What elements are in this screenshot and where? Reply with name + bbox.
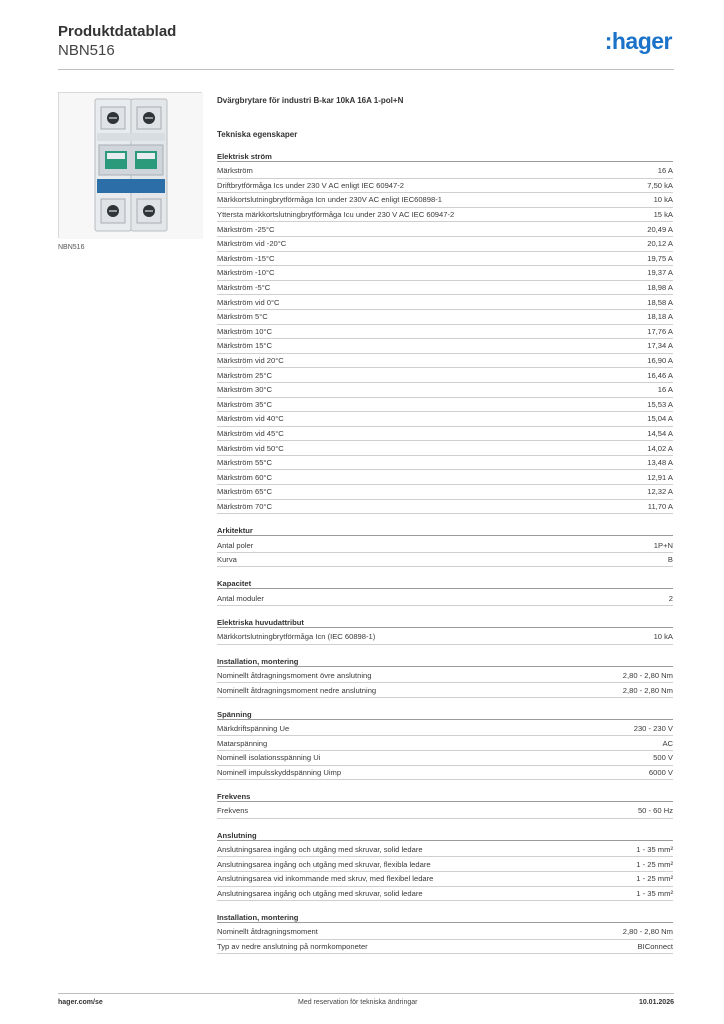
spec-value: 16,90 A	[647, 356, 673, 366]
header-divider	[58, 69, 674, 70]
spec-label: Anslutningsarea ingång och utgång med skruvar, flexibla ledare	[217, 859, 431, 869]
spec-row	[217, 887, 673, 902]
spec-value: 6000 V	[648, 767, 673, 777]
spec-value: 12,32 A	[647, 487, 673, 497]
spec-section	[217, 579, 673, 606]
spec-row	[217, 925, 673, 940]
spec-label: Märkström 60°C	[217, 472, 272, 482]
spec-label: Märkström	[217, 166, 253, 176]
spec-section	[217, 792, 673, 819]
spec-label: Märkström 55°C	[217, 458, 272, 468]
section-title: Anslutning	[217, 831, 673, 841]
spec-label: Anslutningsarea ingång och utgång med skruvar, solid ledare	[217, 845, 423, 855]
disclaimer-text: Med reservation för tekniska ändringar	[298, 999, 418, 1006]
spec-label: Märkström 15°C	[217, 341, 272, 351]
spec-value: 16 A	[657, 166, 673, 176]
spec-section	[217, 657, 673, 698]
spec-label: Märkström vid 20°C	[217, 356, 284, 366]
spec-row	[217, 237, 673, 252]
spec-row	[217, 843, 673, 858]
spec-section	[217, 152, 673, 514]
spec-row	[217, 722, 673, 737]
spec-value: 18,58 A	[647, 297, 673, 307]
spec-row	[217, 208, 673, 223]
spec-section	[217, 526, 673, 567]
spec-row	[217, 368, 673, 383]
spec-value: 1P+N	[653, 540, 673, 550]
spec-value: 18,98 A	[647, 283, 673, 293]
spec-value: 1 - 25 mm²	[636, 874, 673, 884]
spec-label: Märkström 5°C	[217, 312, 268, 322]
spec-label: Märkström vid -20°C	[217, 239, 287, 249]
spec-value: 2,80 - 2,80 Nm	[622, 685, 673, 695]
spec-value: AC	[662, 738, 673, 748]
spec-value: 13,48 A	[647, 458, 673, 468]
section-title: Arkitektur	[217, 526, 673, 536]
spec-label: Märkström -25°C	[217, 224, 275, 234]
spec-value: 1 - 35 mm²	[636, 888, 673, 898]
hager-logo: :hager	[604, 28, 672, 54]
spec-label: Märkkortslutningbrytförmåga Icn (IEC 60898-1)	[217, 632, 376, 642]
spec-row	[217, 193, 673, 208]
spec-row	[217, 281, 673, 296]
spec-value: 15,04 A	[647, 414, 673, 424]
spec-label: Nominell isolationsspänning Ui	[217, 753, 321, 763]
spec-value: 1 - 25 mm²	[636, 859, 673, 869]
section-title: Kapacitet	[217, 579, 673, 589]
product-code: NBN516	[58, 42, 115, 59]
image-caption: NBN516	[58, 244, 85, 251]
spec-label: Nominellt åtdragningsmoment	[217, 927, 318, 937]
spec-row	[217, 591, 673, 606]
spec-label: Nominell impulsskyddspänning Uimp	[217, 767, 342, 777]
spec-label: Märkström vid 0°C	[217, 297, 280, 307]
spec-row	[217, 339, 673, 354]
spec-value: 19,75 A	[647, 253, 673, 263]
spec-row	[217, 872, 673, 887]
spec-label: Märkström 65°C	[217, 487, 272, 497]
spec-value: 230 - 230 V	[633, 724, 673, 734]
spec-row	[217, 266, 673, 281]
page-header	[58, 24, 674, 70]
spec-content	[217, 96, 673, 954]
spec-row	[217, 940, 673, 955]
spec-row	[217, 427, 673, 442]
spec-label: Märkström -5°C	[217, 283, 271, 293]
spec-label: Märkström 10°C	[217, 326, 272, 336]
spec-label: Nominellt åtdragningsmoment nedre anslutning	[217, 685, 377, 695]
spec-label: Märkström 30°C	[217, 385, 272, 395]
spec-label: Antal moduler	[217, 593, 264, 603]
spec-row	[217, 310, 673, 325]
spec-label: Märkström vid 45°C	[217, 428, 284, 438]
spec-value: 7,50 kA	[647, 180, 673, 190]
spec-value: 50 - 60 Hz	[637, 806, 673, 816]
spec-label: Märkström -15°C	[217, 253, 275, 263]
spec-value: 19,37 A	[647, 268, 673, 278]
spec-section	[217, 913, 673, 954]
spec-row	[217, 252, 673, 267]
spec-label: Märkström 70°C	[217, 501, 272, 511]
spec-row	[217, 553, 673, 568]
tech-specs-heading: Tekniska egenskaper	[217, 130, 298, 139]
spec-row	[217, 470, 673, 485]
spec-label: Kurva	[217, 555, 237, 565]
section-title: Frekvens	[217, 792, 673, 802]
spec-row	[217, 441, 673, 456]
spec-row	[217, 325, 673, 340]
footer-divider	[58, 993, 674, 994]
spec-label: Frekvens	[217, 806, 249, 816]
spec-row	[217, 485, 673, 500]
section-title: Elektrisk ström	[217, 152, 673, 162]
spec-row	[217, 683, 673, 698]
spec-label: Yttersta märkkortslutningbrytförmåga Icu under 230 V AC IEC 60947-2	[217, 210, 455, 220]
spec-row	[217, 412, 673, 427]
spec-label: Märkström vid 40°C	[217, 414, 284, 424]
spec-value: 10 kA	[653, 195, 673, 205]
spec-row	[217, 456, 673, 471]
spec-row	[217, 804, 673, 819]
spec-value: 10 kA	[653, 632, 673, 642]
spec-row	[217, 538, 673, 553]
section-title: Elektriska huvudattribut	[217, 618, 673, 628]
spec-section	[217, 618, 673, 645]
section-title: Installation, montering	[217, 657, 673, 667]
spec-row	[217, 398, 673, 413]
spec-value: 20,12 A	[647, 239, 673, 249]
spec-value: 17,76 A	[647, 326, 673, 336]
spec-value: 15,53 A	[647, 399, 673, 409]
section-title: Installation, montering	[217, 913, 673, 923]
spec-label: Matarspänning	[217, 738, 268, 748]
section-title: Spänning	[217, 710, 673, 720]
document-date: 10.01.2026	[638, 999, 674, 1006]
spec-row	[217, 179, 673, 194]
spec-value: 18,18 A	[647, 312, 673, 322]
spec-section	[217, 831, 673, 901]
spec-value: 12,91 A	[647, 472, 673, 482]
spec-label: Märkkortslutningbrytförmåga Icn under 230V AC enligt IEC60898-1	[217, 195, 442, 205]
spec-sections	[217, 152, 673, 954]
spec-row	[217, 766, 673, 781]
spec-label: Märkström -10°C	[217, 268, 275, 278]
spec-label: Anslutningsarea ingång och utgång med skruvar, solid ledare	[217, 888, 423, 898]
spec-row	[217, 222, 673, 237]
spec-value: 20,49 A	[647, 224, 673, 234]
spec-value: 2,80 - 2,80 Nm	[622, 927, 673, 937]
spec-row	[217, 736, 673, 751]
spec-label: Märkström 35°C	[217, 399, 272, 409]
spec-label: Antal poler	[217, 540, 254, 550]
spec-row	[217, 383, 673, 398]
spec-label: Driftbrytförmåga Ics under 230 V AC enligt IEC 60947-2	[217, 180, 404, 190]
spec-row	[217, 630, 673, 645]
document-title: Produktdatablad	[58, 23, 177, 40]
spec-row	[217, 669, 673, 684]
spec-label: Typ av nedre anslutning på normkomponeter	[217, 942, 368, 952]
spec-value: BIConnect	[637, 942, 673, 952]
page-footer	[58, 999, 674, 1011]
spec-value: 14,54 A	[647, 428, 673, 438]
spec-row	[217, 295, 673, 310]
product-description: Dvärgbrytare för industri B-kar 10kA 16A 1-pol+N	[217, 96, 404, 105]
spec-value: 16,46 A	[647, 370, 673, 380]
spec-label: Märkdriftspänning Ue	[217, 724, 290, 734]
spec-label: Märkström 25°C	[217, 370, 272, 380]
spec-section	[217, 710, 673, 780]
circuit-breaker-icon	[59, 93, 203, 239]
spec-row	[217, 164, 673, 179]
product-image	[58, 92, 202, 238]
spec-label: Anslutningsarea vid inkommande med skruv, med flexibel ledare	[217, 874, 434, 884]
spec-value: 1 - 35 mm²	[636, 845, 673, 855]
spec-value: 2,80 - 2,80 Nm	[622, 670, 673, 680]
spec-value: 11,70 A	[647, 501, 673, 511]
spec-row	[217, 500, 673, 515]
spec-value: 17,34 A	[647, 341, 673, 351]
spec-value: 16 A	[657, 385, 673, 395]
spec-label: Märkström vid 50°C	[217, 443, 284, 453]
spec-row	[217, 751, 673, 766]
spec-value: 15 kA	[653, 210, 673, 220]
spec-value: 500 V	[653, 753, 673, 763]
spec-value: B	[667, 555, 673, 565]
spec-row	[217, 354, 673, 369]
website-link[interactable]: hager.com/se	[58, 999, 103, 1006]
spec-row	[217, 857, 673, 872]
spec-value: 14,02 A	[647, 443, 673, 453]
spec-label: Nominellt åtdragningsmoment övre anslutning	[217, 670, 372, 680]
spec-value: 2	[668, 593, 673, 603]
